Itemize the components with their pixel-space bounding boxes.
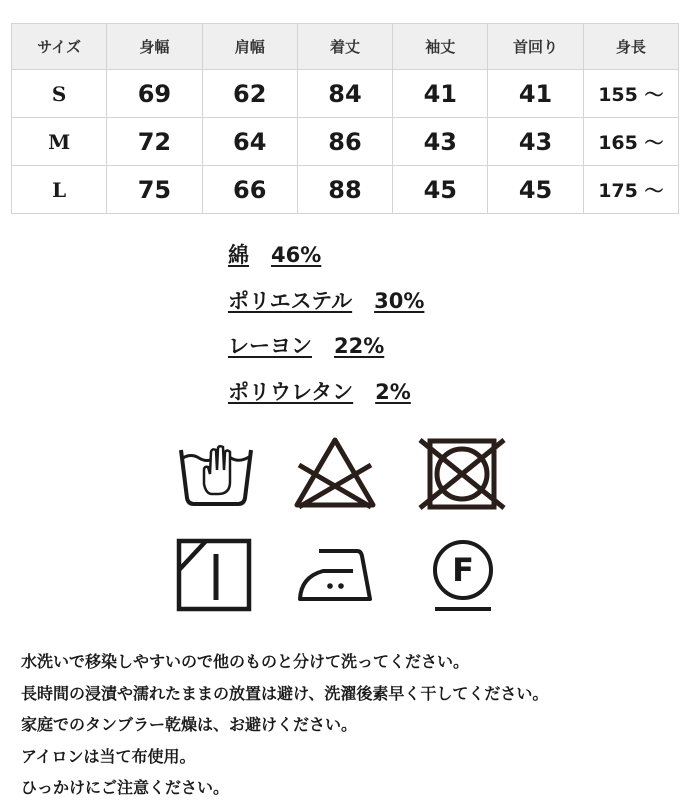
table-cell: 43 (488, 118, 583, 166)
size-table-header-row (12, 24, 679, 70)
care-note: 長時間の浸漬や濡れたままの放置は避け、洗濯後素早く干してください。 (21, 683, 549, 703)
material-percent: 22% (334, 334, 385, 358)
drip-dry-shade-icon (176, 538, 252, 612)
header-length: 着丈 (297, 24, 392, 70)
header-height: 身長 (583, 24, 678, 70)
care-notes (21, 646, 548, 804)
table-cell: 155 〜 (583, 70, 678, 118)
table-cell: 41 (488, 70, 583, 118)
care-note: ひっかけにご注意ください。 (21, 778, 230, 797)
table-cell: 75 (107, 166, 202, 214)
table-cell: 45 (393, 166, 488, 214)
table-row (12, 70, 679, 118)
table-row (12, 118, 679, 166)
material-line-polyester (228, 284, 424, 330)
material-name: ポリエステル (228, 288, 353, 313)
header-size: サイズ (12, 24, 107, 70)
material-name: レーヨン (228, 334, 312, 358)
no-tumble-dry-icon (418, 438, 506, 510)
material-composition (228, 238, 424, 420)
table-cell: 64 (202, 118, 297, 166)
material-percent: 46% (271, 243, 322, 267)
table-cell: 72 (107, 118, 202, 166)
size-table (11, 23, 679, 214)
table-cell: 69 (107, 70, 202, 118)
material-line-rayon (228, 329, 424, 375)
iron-low-icon (297, 547, 375, 605)
table-cell: 84 (297, 70, 392, 118)
table-cell: 66 (202, 166, 297, 214)
header-shoulder-width: 肩幅 (202, 24, 297, 70)
care-note: 水洗いで移染しやすいので他のものと分けて洗ってください。 (21, 652, 470, 671)
table-cell: 88 (297, 166, 392, 214)
header-sleeve-length: 袖丈 (393, 24, 488, 70)
dry-clean-letter: F (452, 551, 474, 589)
material-name: 綿 (228, 243, 249, 267)
material-line-polyurethane (228, 375, 424, 421)
table-cell: 62 (202, 70, 297, 118)
table-row (12, 166, 679, 214)
size-label: L (12, 166, 107, 214)
table-cell: 86 (297, 118, 392, 166)
table-cell: 165 〜 (583, 118, 678, 166)
no-bleach-icon (291, 435, 379, 513)
material-line-cotton (228, 238, 424, 284)
material-percent: 30% (374, 288, 425, 313)
hand-wash-icon (178, 440, 254, 508)
table-cell: 45 (488, 166, 583, 214)
size-label: S (12, 70, 107, 118)
table-cell: 43 (393, 118, 488, 166)
table-cell: 175 〜 (583, 166, 678, 214)
dry-clean-f-icon (430, 540, 496, 612)
header-neck: 首回り (488, 24, 583, 70)
care-note: アイロンは当て布使用。 (21, 746, 196, 766)
material-percent: 2% (375, 379, 411, 404)
care-note: 家庭でのタンブラー乾燥は、お避けください。 (21, 715, 358, 734)
size-label: M (12, 118, 107, 166)
header-body-width: 身幅 (107, 24, 202, 70)
material-name: ポリウレタン (228, 379, 354, 404)
table-cell: 41 (393, 70, 488, 118)
